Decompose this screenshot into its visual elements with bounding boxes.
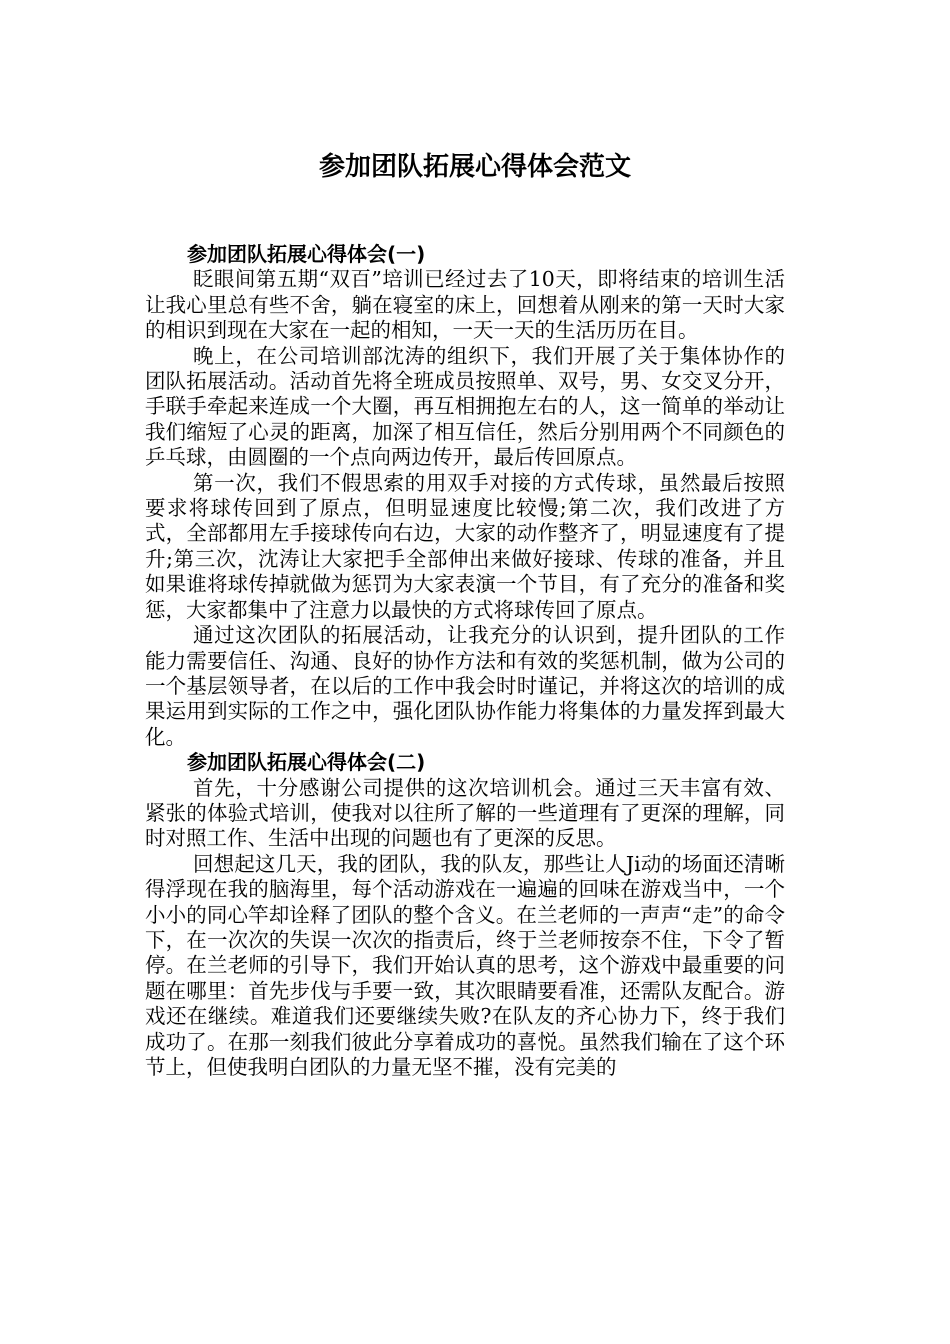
paragraph: 眨眼间第五期“双百”培训已经过去了10天，即将结束的培训生活让我心里总有些不舍，躺在寝室的床上，回想着从刚来的第一天时大家的相识到现在大家在一起的相知，一天一天的生活历历在目。 xyxy=(145,267,785,343)
section-heading-1: 参加团队拓展心得体会(一) xyxy=(187,242,426,266)
paragraph: 回想起这几天，我的团队，我的队友，那些让人Ji动的场面还清晰得浮现在我的脑海里，每个活动游戏在一遍遍的回味在游戏当中，一个小小的同心竿却诠释了团队的整个含义。在兰老师的一声声“走”的命令下，在一次次的失误一次次的指责后，终于兰老师按奈不住，下令了暂停。在兰老师的引导下，我们开始认真的思考，这个游戏中最重要的问题在哪里：首先步伐与手要一致，其次眼睛要看准，还需队友配合。游戏还在继续。难道我们还要继续失败?在队友的齐心协力下，终于我们成功了。在那一刻我们彼此分享着成功的喜悦。虽然我们输在了这个环节上，但使我明白团队的力量无坚不摧，没有完美的 xyxy=(145,851,785,1079)
section-heading-2: 参加团队拓展心得体会(二) xyxy=(187,750,426,775)
paragraph: 首先，十分感谢公司提供的这次培训机会。通过三天丰富有效、紧张的体验式培训，使我对以往所了解的一些道理有了更深的理解，同时对照工作、生活中出现的问题也有了更深的反思。 xyxy=(145,775,785,851)
document-body xyxy=(145,242,785,1080)
paragraph: 第一次，我们不假思索的用双手对接的方式传球，虽然最后按照要求将球传回到了原点，但明显速度比较慢;第二次，我们改进了方式，全部都用左手接球传向右边，大家的动作整齐了，明显速度有了提升;第三次，沈涛让大家把手全部伸出来做好接球、传球的准备，并且如果谁将球传掉就做为惩罚为大家表演一个节目，有了充分的准备和奖惩，大家都集中了注意力以最快的方式将球传回了原点。 xyxy=(145,470,785,622)
paragraph: 晚上，在公司培训部沈涛的组织下，我们开展了关于集体协作的团队拓展活动。活动首先将全班成员按照单、双号，男、女交叉分开，手联手牵起来连成一个大圈，再互相拥抱左右的人，这一简单的举动让我们缩短了心灵的距离，加深了相互信任，然后分别用两个不同颜色的乒乓球，由圆圈的一个点向两边传开，最后传回原点。 xyxy=(145,343,785,470)
document-title: 参加团队拓展心得体会范文 xyxy=(318,152,631,182)
paragraph: 通过这次团队的拓展活动，让我充分的认识到，提升团队的工作能力需要信任、沟通、良好的协作方法和有效的奖惩机制，做为公司的一个基层领导者，在以后的工作中我会时时谨记，并将这次的培训的成果运用到实际的工作之中，强化团队协作能力将集体的力量发挥到最大化。 xyxy=(145,623,785,749)
